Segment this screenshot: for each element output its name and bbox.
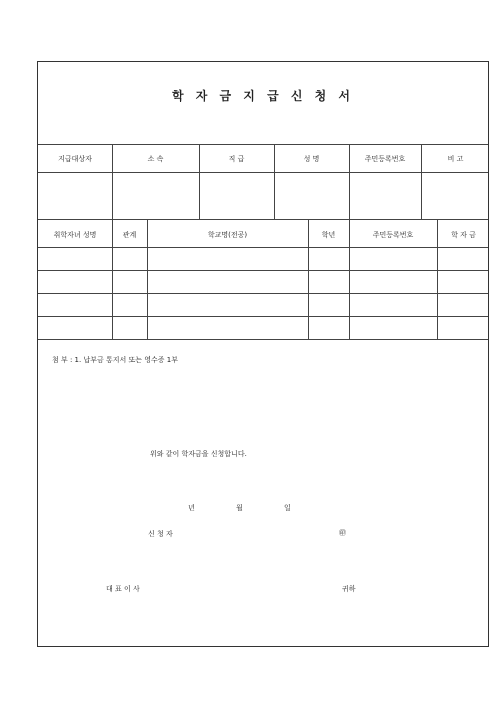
header-name: 성 명 (303, 155, 320, 163)
honorific-label: 귀하 (342, 585, 356, 593)
divider-line (38, 219, 488, 220)
divider-line (38, 247, 488, 248)
header-department: 소 속 (147, 155, 164, 163)
seal-mark: ㊞ (339, 529, 346, 537)
divider-line (38, 339, 488, 340)
header-child-resident-number: 주민등록번호 (372, 231, 414, 239)
header-grade: 학년 (321, 231, 336, 239)
applicant-label: 신 청 자 (148, 530, 173, 538)
application-form (37, 61, 489, 647)
header-tuition-amount: 학 자 금 (451, 231, 476, 239)
header-school-name: 학교명(전공) (207, 231, 248, 239)
header-remarks: 비 고 (447, 155, 464, 163)
divider-line (38, 270, 488, 271)
header-resident-number: 주민등록번호 (364, 155, 406, 163)
date-year-label: 년 (188, 504, 195, 512)
header-relation: 관계 (122, 231, 137, 239)
date-day-label: 일 (284, 504, 291, 512)
attachment-note: 첨 부 : 1. 납부금 통지서 또는 영수증 1부 (52, 356, 178, 364)
form-title: 학 자 금 지 급 신 청 서 (172, 89, 354, 103)
divider-line (38, 316, 488, 317)
header-child-name: 취학자녀 성명 (53, 231, 97, 239)
application-statement: 위와 같이 학자금을 신청합니다. (150, 450, 247, 458)
divider-line (38, 293, 488, 294)
addressee-label: 대 표 이 사 (106, 585, 140, 593)
header-rank: 직 급 (228, 155, 245, 163)
header-recipient: 지급대상자 (58, 155, 92, 163)
date-month-label: 월 (236, 504, 243, 512)
